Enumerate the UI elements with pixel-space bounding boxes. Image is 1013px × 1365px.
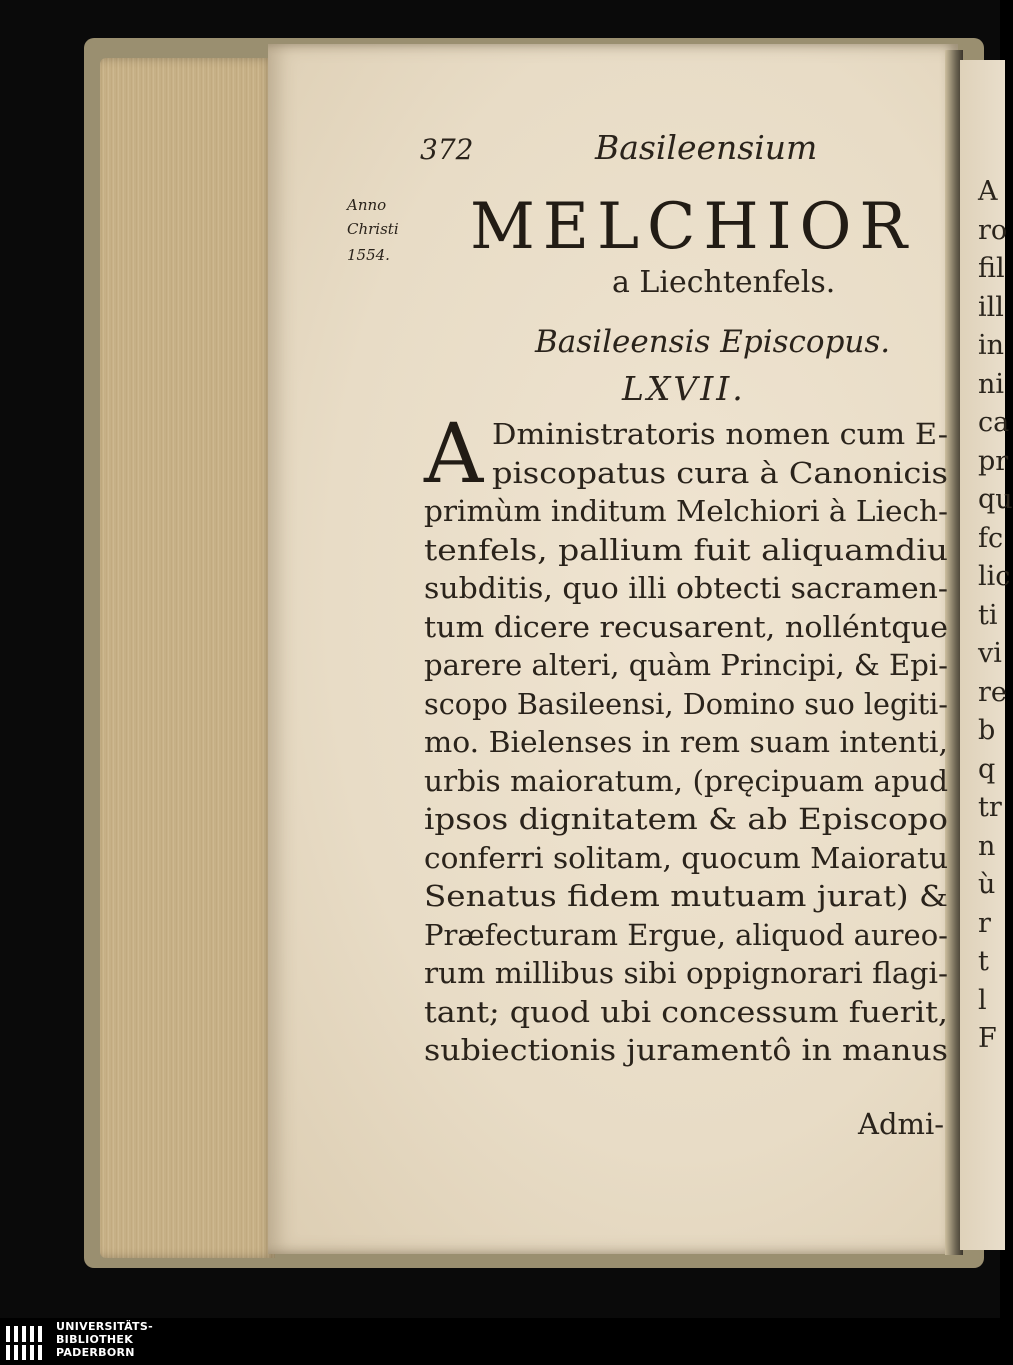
right-page-fragment-text: A — [978, 176, 998, 207]
margin-note-line: Christi — [347, 220, 399, 238]
library-logo-text — [56, 1320, 153, 1359]
text-line: primùm inditum Melchiori à Liech- — [424, 494, 948, 528]
library-logo-icon — [4, 1322, 46, 1362]
text-line: tum dicere recusarent, nolléntque — [424, 609, 948, 644]
text-line: Dministratoris nomen cum E- — [492, 417, 948, 451]
right-page-fragment-text: ni — [978, 368, 1005, 400]
text-line: subditis, quo illi obtecti sacramen- — [424, 571, 948, 605]
right-page-fragment-text: qu — [978, 484, 1013, 515]
right-page-fragment-text: ill — [978, 291, 1004, 323]
right-page-fragment-text: in — [978, 330, 1005, 361]
right-page-fragment-text: ti — [978, 599, 998, 631]
chapter-title: MELCHIOR — [470, 190, 915, 264]
text-line: mo. Bielenses in rem suam intenti, — [424, 725, 948, 759]
text-line: subiectionis juramentô in manus — [424, 1033, 948, 1067]
right-page-fragment-text: r — [978, 907, 991, 939]
chapter-subtitle: a Liechtenfels. — [612, 265, 836, 300]
text-line: urbis maioratum, (pręcipuam apud — [424, 763, 948, 798]
right-page-fragment-text: lic — [978, 561, 1011, 592]
right-page-fragment-text: b — [978, 715, 996, 746]
margin-note-line: Anno — [347, 196, 387, 214]
right-page-fragment — [960, 60, 1013, 1250]
drop-cap: A — [424, 407, 484, 502]
text-line: ipsos dignitatem & ab Episcopo — [424, 802, 948, 836]
text-line: rum millibus sibi oppignorari flagi- — [424, 956, 948, 990]
text-line: conferri solitam, quocum Maioratu — [424, 840, 948, 875]
text-line: piscopatus cura à Canonicis — [492, 455, 948, 490]
heading-episcopus: Episcopus. — [720, 324, 891, 360]
right-page-fragment-text: l — [978, 984, 987, 1016]
text-line: tenfels, pallium fuit aliquamdiu — [424, 532, 948, 567]
right-page-fragment-text: pr — [978, 445, 1009, 477]
heading-basileensis: Basileensis — [535, 324, 711, 360]
text-line: parere alteri, quàm Principi, & Epi- — [424, 648, 948, 682]
running-head: Basileensium — [595, 128, 818, 167]
right-page-fragment-text: t — [978, 946, 989, 977]
text-line: scopo Basileensi, Domino suo legiti- — [424, 686, 948, 721]
catchword: Admi- — [858, 1107, 945, 1141]
right-page-fragment-text: re — [978, 676, 1007, 708]
right-page-fragment-text: n — [978, 830, 996, 862]
right-page-fragment-text: fil — [978, 253, 1005, 284]
right-page-fragment-text: tr — [978, 792, 1002, 823]
logo-line: BIBLIOTHEK — [56, 1333, 134, 1346]
logo-line: UNIVERSITÄTS- — [56, 1320, 153, 1333]
text-line: tant; quod ubi concessum fuerit, — [424, 994, 948, 1029]
right-page-fragment-text: q — [978, 753, 996, 785]
chapter-heading-episcopus — [535, 324, 891, 360]
logo-line: PADERBORN — [56, 1346, 135, 1359]
chapter-numeral: LXVII. — [622, 369, 746, 408]
right-page-fragment-text: fc — [978, 522, 1004, 554]
right-page-fragment-text: ù — [978, 869, 996, 900]
right-page-fragment-text: ro — [978, 214, 1008, 246]
margin-note-line: 1554. — [347, 246, 390, 264]
page-edges — [100, 58, 275, 1258]
text-line: Præfecturam Ergue, aliquod aureo- — [424, 917, 948, 952]
right-page-fragment-text: F — [978, 1023, 997, 1054]
text-line: Senatus fidem mutuam jurat) & — [424, 879, 948, 913]
right-page-fragment-text: ca — [978, 407, 1010, 438]
right-page-fragment-text: vi — [978, 638, 1002, 669]
page-number: 372 — [420, 133, 474, 166]
